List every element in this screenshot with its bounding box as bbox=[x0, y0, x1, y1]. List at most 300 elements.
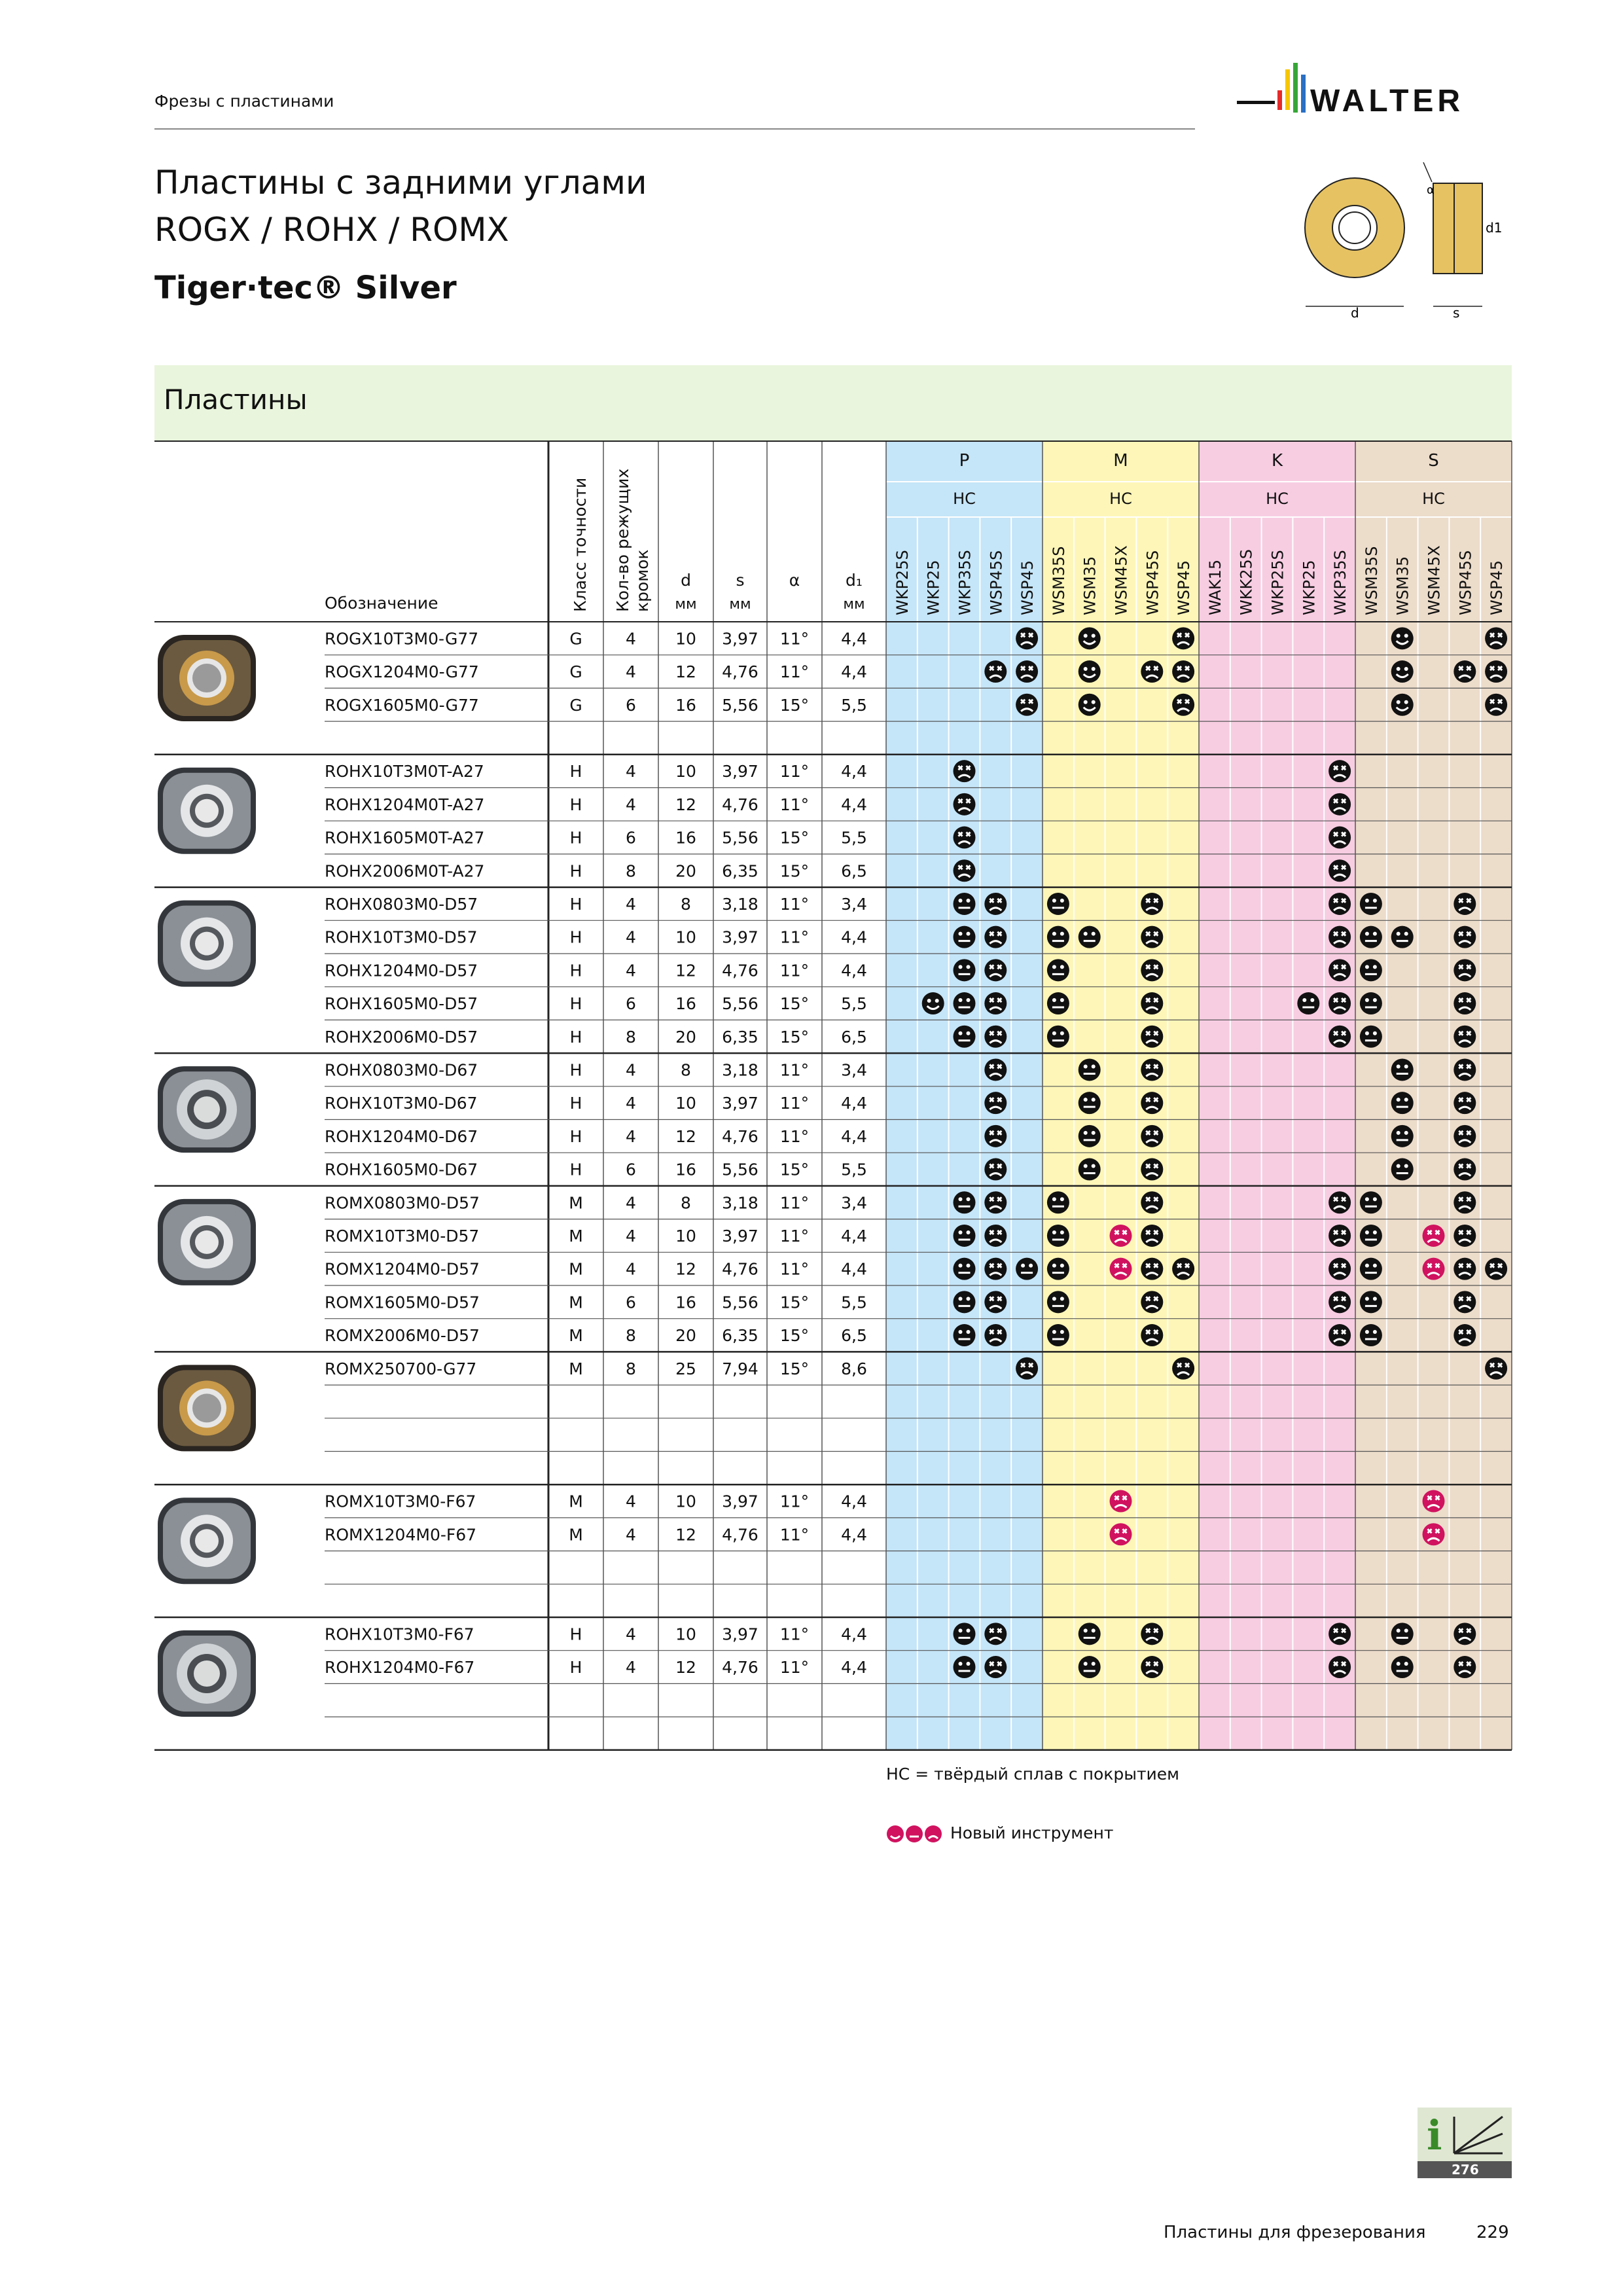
grade-good-icon bbox=[954, 992, 976, 1014]
grade-header: WSP45 bbox=[1018, 560, 1037, 615]
grade-limited-icon bbox=[1329, 1258, 1351, 1280]
param-cell: H bbox=[569, 994, 582, 1014]
info-page-ref: 276 bbox=[1452, 2162, 1479, 2178]
param-cell: 11° bbox=[779, 1060, 810, 1080]
grade-limited-icon bbox=[1329, 1623, 1351, 1645]
param-cell: 11° bbox=[779, 1193, 810, 1213]
param-cell: 4 bbox=[626, 927, 636, 947]
param-cell: 11° bbox=[779, 1492, 810, 1511]
grade-new-icon bbox=[1423, 1258, 1445, 1280]
grade-limited-icon bbox=[1329, 926, 1351, 948]
grade-limited-icon bbox=[1454, 1058, 1476, 1081]
grade-limited-icon bbox=[1454, 926, 1476, 948]
grade-limited-icon bbox=[984, 1125, 1007, 1147]
grade-limited-icon bbox=[1454, 660, 1476, 683]
param-cell: 3,97 bbox=[722, 1492, 758, 1511]
param-cell: 4,4 bbox=[841, 1226, 867, 1246]
grade-limited-icon bbox=[1329, 959, 1351, 981]
grade-limited-icon bbox=[1329, 1324, 1351, 1346]
param-cell: 4,76 bbox=[722, 1259, 758, 1279]
param-cell: 11° bbox=[779, 1094, 810, 1113]
param-cell: H bbox=[569, 1160, 582, 1179]
grade-limited-icon bbox=[1329, 793, 1351, 816]
grade-good-icon bbox=[1079, 1092, 1101, 1114]
designation-cell: ROHX1204M0T-A27 bbox=[325, 795, 485, 814]
param-cell: 4 bbox=[626, 1658, 636, 1677]
param-cell: 10 bbox=[675, 1492, 696, 1511]
designation-cell: ROGX1605M0-G77 bbox=[325, 695, 479, 715]
grade-limited-icon bbox=[984, 1026, 1007, 1048]
designation-header: Обозначение bbox=[325, 594, 438, 613]
param-unit: мм bbox=[675, 596, 697, 613]
grade-header: WSM35 bbox=[1393, 556, 1412, 615]
param-cell: 8 bbox=[681, 1193, 691, 1213]
grade-limited-icon bbox=[1141, 1058, 1163, 1081]
param-cell: 6,35 bbox=[722, 1027, 758, 1047]
param-cell: 3,18 bbox=[722, 894, 758, 914]
param-cell: H bbox=[569, 795, 582, 814]
grade-limited-icon bbox=[1141, 1324, 1163, 1346]
svg-text:WALTER: WALTER bbox=[1310, 84, 1465, 118]
param-cell: M bbox=[569, 1193, 583, 1213]
grade-limited-icon bbox=[1141, 1291, 1163, 1313]
grade-good-icon bbox=[1391, 1125, 1414, 1147]
grade-good-icon bbox=[954, 1656, 976, 1678]
grade-new-icon bbox=[1110, 1523, 1132, 1545]
designation-cell: ROHX1605M0T-A27 bbox=[325, 828, 485, 848]
grade-good-icon bbox=[1047, 959, 1069, 981]
grade-limited-icon bbox=[1329, 992, 1351, 1014]
grade-good-icon bbox=[1360, 1191, 1382, 1213]
material-group-sub: HC bbox=[953, 490, 976, 508]
grade-header: WKK25S bbox=[1237, 549, 1256, 615]
grade-limited-icon bbox=[1454, 992, 1476, 1014]
param-cell: M bbox=[569, 1226, 583, 1246]
schem-d1: d1 bbox=[1486, 220, 1503, 236]
param-cell: 11° bbox=[779, 795, 810, 814]
param-cell: 4,4 bbox=[841, 1658, 867, 1677]
grade-limited-icon bbox=[1454, 1656, 1476, 1678]
param-cell: M bbox=[569, 1293, 583, 1312]
grade-good-icon bbox=[1047, 992, 1069, 1014]
title-line2: ROGX / ROHX / ROMX bbox=[154, 211, 509, 249]
param-cell: M bbox=[569, 1326, 583, 1346]
param-cell: 11° bbox=[779, 1259, 810, 1279]
grade-limited-icon bbox=[1454, 1623, 1476, 1645]
param-cell: 11° bbox=[779, 1624, 810, 1644]
param-cell: 4,4 bbox=[841, 1094, 867, 1113]
grade-limited-icon bbox=[984, 1225, 1007, 1247]
grade-limited-icon bbox=[984, 660, 1007, 683]
grade-header: WSM35 bbox=[1080, 556, 1099, 615]
grade-limited-icon bbox=[1454, 1258, 1476, 1280]
param-cell: 3,18 bbox=[722, 1193, 758, 1213]
grade-limited-icon bbox=[984, 926, 1007, 948]
designation-cell: ROHX10T3M0-D67 bbox=[325, 1094, 478, 1113]
designation-cell: ROHX1204M0-F67 bbox=[325, 1658, 475, 1677]
grade-good-icon bbox=[954, 926, 976, 948]
grade-limited-icon bbox=[1141, 1026, 1163, 1048]
designation-cell: ROHX0803M0-D57 bbox=[325, 894, 478, 914]
grade-good-icon bbox=[954, 1258, 976, 1280]
param-cell: 3,97 bbox=[722, 762, 758, 781]
param-cell: 5,56 bbox=[722, 994, 758, 1014]
grade-header: WSM35S bbox=[1049, 546, 1068, 615]
param-cell: G bbox=[569, 629, 582, 649]
grade-limited-icon bbox=[1485, 694, 1507, 716]
param-cell: H bbox=[569, 762, 582, 781]
tolerance-header: Класс точности bbox=[571, 477, 590, 612]
grade-new-icon bbox=[1110, 1225, 1132, 1247]
grade-limited-icon bbox=[1485, 1357, 1507, 1380]
grade-limited-icon bbox=[1454, 1125, 1476, 1147]
grade-header: WSP45 bbox=[1488, 560, 1507, 615]
grade-main-icon bbox=[1391, 660, 1414, 683]
designation-cell: ROHX0803M0-D67 bbox=[325, 1060, 478, 1080]
grade-new-icon bbox=[1423, 1225, 1445, 1247]
designation-cell: ROHX10T3M0-D57 bbox=[325, 927, 478, 947]
new-tool-label: Новый инструмент bbox=[950, 1823, 1114, 1842]
grade-limited-icon bbox=[1329, 893, 1351, 915]
grade-good-icon bbox=[1047, 1324, 1069, 1346]
param-cell: M bbox=[569, 1492, 583, 1511]
designation-cell: ROHX2006M0-D57 bbox=[325, 1027, 478, 1047]
param-cell: 3,97 bbox=[722, 1624, 758, 1644]
param-cell: 5,56 bbox=[722, 695, 758, 715]
grade-good-icon bbox=[1360, 1291, 1382, 1313]
param-header: α bbox=[789, 571, 800, 590]
param-cell: 3,4 bbox=[841, 1060, 867, 1080]
param-cell: 15° bbox=[779, 1027, 810, 1047]
param-cell: 4,4 bbox=[841, 1624, 867, 1644]
param-cell: 11° bbox=[779, 1525, 810, 1545]
param-cell: 10 bbox=[675, 762, 696, 781]
material-group-sub: HC bbox=[1422, 490, 1445, 508]
param-cell: H bbox=[569, 1027, 582, 1047]
param-cell: 4 bbox=[626, 1193, 636, 1213]
grade-good-icon bbox=[1360, 893, 1382, 915]
grade-limited-icon bbox=[1329, 859, 1351, 882]
param-cell: H bbox=[569, 1126, 582, 1146]
param-cell: 16 bbox=[675, 1160, 696, 1179]
param-cell: 6 bbox=[626, 994, 636, 1014]
grade-good-icon bbox=[1360, 926, 1382, 948]
footer-text: Пластины для фрезерования bbox=[1164, 2223, 1426, 2242]
grade-limited-icon bbox=[1141, 660, 1163, 683]
param-cell: 12 bbox=[675, 1126, 696, 1146]
grade-limited-icon bbox=[1329, 827, 1351, 849]
grade-header: WKP25 bbox=[1300, 560, 1319, 615]
grade-limited-icon bbox=[984, 1291, 1007, 1313]
grade-limited-icon bbox=[984, 1191, 1007, 1213]
grade-limited-icon bbox=[1141, 992, 1163, 1014]
grade-good-icon bbox=[954, 1623, 976, 1645]
param-cell: 3,97 bbox=[722, 1226, 758, 1246]
material-group-label: M bbox=[1113, 451, 1128, 471]
param-header: d₁ bbox=[846, 571, 863, 590]
grade-limited-icon bbox=[1141, 1258, 1163, 1280]
grade-limited-icon bbox=[1016, 1357, 1038, 1380]
grade-limited-icon bbox=[984, 1158, 1007, 1181]
grade-header: WKP35S bbox=[955, 550, 974, 615]
grade-limited-icon bbox=[1329, 1191, 1351, 1213]
param-cell: 11° bbox=[779, 1658, 810, 1677]
material-column-K bbox=[1199, 441, 1355, 1750]
param-cell: H bbox=[569, 927, 582, 947]
designation-cell: ROHX1605M0-D67 bbox=[325, 1160, 478, 1179]
svg-text:i: i bbox=[1427, 2111, 1442, 2159]
param-cell: 8 bbox=[681, 1060, 691, 1080]
param-cell: 6 bbox=[626, 1160, 636, 1179]
grade-good-icon bbox=[954, 1026, 976, 1048]
param-cell: 6,35 bbox=[722, 861, 758, 881]
param-cell: 6,5 bbox=[841, 1326, 867, 1346]
param-cell: H bbox=[569, 861, 582, 881]
grade-good-icon bbox=[1047, 1225, 1069, 1247]
param-cell: 11° bbox=[779, 1126, 810, 1146]
grade-limited-icon bbox=[1141, 959, 1163, 981]
grade-main-icon bbox=[1079, 660, 1101, 683]
param-cell: 6 bbox=[626, 828, 636, 848]
param-cell: 4 bbox=[626, 961, 636, 980]
schem-d: d bbox=[1351, 305, 1359, 321]
param-cell: 5,56 bbox=[722, 828, 758, 848]
grade-good-icon bbox=[1360, 1225, 1382, 1247]
grade-limited-icon bbox=[1172, 1357, 1194, 1380]
insert-photo bbox=[158, 768, 256, 854]
param-cell: M bbox=[569, 1525, 583, 1545]
grade-limited-icon bbox=[1329, 1291, 1351, 1313]
param-cell: 6 bbox=[626, 695, 636, 715]
grade-limited-icon bbox=[1329, 1026, 1351, 1048]
material-group-label: S bbox=[1428, 451, 1439, 471]
grade-good-icon bbox=[1047, 1291, 1069, 1313]
grade-good-icon bbox=[1047, 1026, 1069, 1048]
material-group-label: K bbox=[1271, 451, 1283, 471]
param-cell: 15° bbox=[779, 861, 810, 881]
param-cell: M bbox=[569, 1359, 583, 1378]
param-cell: 15° bbox=[779, 1326, 810, 1346]
param-cell: 4 bbox=[626, 1226, 636, 1246]
param-cell: 12 bbox=[675, 1525, 696, 1545]
grade-good-icon bbox=[1079, 926, 1101, 948]
param-cell: 3,18 bbox=[722, 1060, 758, 1080]
material-group-sub: HC bbox=[1266, 490, 1289, 508]
param-cell: 4,4 bbox=[841, 662, 867, 682]
grade-good-icon bbox=[954, 1291, 976, 1313]
grade-main-icon bbox=[1391, 694, 1414, 716]
param-cell: 12 bbox=[675, 662, 696, 682]
param-cell: 4 bbox=[626, 1060, 636, 1080]
grade-limited-icon bbox=[1454, 1191, 1476, 1213]
grade-good-icon bbox=[1391, 1092, 1414, 1114]
grade-limited-icon bbox=[1141, 1191, 1163, 1213]
param-cell: H bbox=[569, 1060, 582, 1080]
param-cell: 4,4 bbox=[841, 629, 867, 649]
grade-limited-icon bbox=[984, 959, 1007, 981]
param-cell: 5,5 bbox=[841, 828, 867, 848]
grade-new-icon bbox=[1423, 1523, 1445, 1545]
grade-new-icon bbox=[1423, 1490, 1445, 1513]
insert-photo bbox=[158, 1066, 256, 1153]
grade-limited-icon bbox=[954, 859, 976, 882]
grade-good-icon bbox=[1047, 893, 1069, 915]
grade-limited-icon bbox=[984, 1092, 1007, 1114]
designation-cell: ROGX1204M0-G77 bbox=[325, 662, 479, 682]
grade-new-icon bbox=[1110, 1258, 1132, 1280]
param-cell: 5,5 bbox=[841, 1160, 867, 1179]
grade-good-icon bbox=[954, 959, 976, 981]
param-cell: 11° bbox=[779, 1226, 810, 1246]
grade-main-icon bbox=[1079, 627, 1101, 649]
grade-header: WSM35S bbox=[1362, 546, 1381, 615]
designation-cell: ROHX10T3M0-F67 bbox=[325, 1624, 474, 1644]
param-cell: 3,97 bbox=[722, 629, 758, 649]
designation-cell: ROMX10T3M0-D57 bbox=[325, 1226, 480, 1246]
info-icon[interactable] bbox=[1418, 2108, 1512, 2178]
param-cell: 5,56 bbox=[722, 1293, 758, 1312]
grade-limited-icon bbox=[1485, 627, 1507, 649]
param-cell: 4,4 bbox=[841, 762, 867, 781]
insert-photo bbox=[158, 1498, 256, 1584]
grade-limited-icon bbox=[1172, 660, 1194, 683]
grade-good-icon bbox=[1016, 1258, 1038, 1280]
param-cell: 4,4 bbox=[841, 795, 867, 814]
designation-cell: ROMX1204M0-F67 bbox=[325, 1525, 477, 1545]
param-cell: 10 bbox=[675, 927, 696, 947]
param-cell: 8 bbox=[626, 1359, 636, 1378]
param-cell: 6,35 bbox=[722, 1326, 758, 1346]
designation-cell: ROHX2006M0T-A27 bbox=[325, 861, 485, 881]
param-cell: 10 bbox=[675, 1624, 696, 1644]
grade-good-icon bbox=[1079, 1656, 1101, 1678]
param-cell: 15° bbox=[779, 828, 810, 848]
grade-good-icon bbox=[1360, 1324, 1382, 1346]
param-cell: 4,76 bbox=[722, 662, 758, 682]
param-cell: M bbox=[569, 1259, 583, 1279]
param-cell: 11° bbox=[779, 762, 810, 781]
grade-header: WKP25S bbox=[1268, 550, 1287, 615]
param-cell: H bbox=[569, 1658, 582, 1677]
param-cell: 20 bbox=[675, 1326, 696, 1346]
param-cell: 7,94 bbox=[722, 1359, 758, 1378]
param-cell: H bbox=[569, 894, 582, 914]
param-cell: 3,4 bbox=[841, 1193, 867, 1213]
param-cell: 4,76 bbox=[722, 961, 758, 980]
param-cell: 8 bbox=[626, 1326, 636, 1346]
param-cell: 12 bbox=[675, 1259, 696, 1279]
insert-photo bbox=[158, 635, 256, 721]
grade-main-icon bbox=[922, 992, 944, 1014]
designation-cell: ROHX1204M0-D67 bbox=[325, 1126, 478, 1146]
grade-limited-icon bbox=[1016, 694, 1038, 716]
grade-good-icon bbox=[1297, 992, 1319, 1014]
insert-photo bbox=[158, 1630, 256, 1717]
param-cell: 4,4 bbox=[841, 927, 867, 947]
param-cell: G bbox=[569, 695, 582, 715]
grade-good-icon bbox=[954, 1191, 976, 1213]
param-cell: 16 bbox=[675, 994, 696, 1014]
grade-good-icon bbox=[1360, 992, 1382, 1014]
grade-limited-icon bbox=[1329, 1225, 1351, 1247]
grade-limited-icon bbox=[1141, 893, 1163, 915]
param-cell: 4,4 bbox=[841, 1126, 867, 1146]
grade-limited-icon bbox=[1485, 1258, 1507, 1280]
grade-good-icon bbox=[1391, 1158, 1414, 1181]
param-cell: 3,97 bbox=[722, 927, 758, 947]
param-cell: 12 bbox=[675, 961, 696, 980]
grade-main-icon bbox=[1391, 627, 1414, 649]
param-cell: 4,76 bbox=[722, 795, 758, 814]
grade-limited-icon bbox=[1016, 660, 1038, 683]
param-cell: H bbox=[569, 1094, 582, 1113]
grade-header: WKP35S bbox=[1331, 550, 1350, 615]
param-unit: мм bbox=[729, 596, 751, 613]
param-cell: 11° bbox=[779, 927, 810, 947]
grade-limited-icon bbox=[1454, 1092, 1476, 1114]
grade-good-icon bbox=[1360, 959, 1382, 981]
param-cell: 15° bbox=[779, 695, 810, 715]
edges-header: кромок bbox=[633, 549, 652, 612]
grade-limited-icon bbox=[1141, 1125, 1163, 1147]
grade-limited-icon bbox=[984, 1623, 1007, 1645]
param-cell: 4 bbox=[626, 762, 636, 781]
grade-header: WSP45S bbox=[1143, 550, 1162, 615]
param-cell: 6,5 bbox=[841, 861, 867, 881]
param-cell: 6 bbox=[626, 1293, 636, 1312]
param-cell: H bbox=[569, 828, 582, 848]
edges-header: Кол-во режущих bbox=[613, 468, 632, 612]
designation-cell: ROGX10T3M0-G77 bbox=[325, 629, 479, 649]
grade-header: WKP25S bbox=[893, 550, 912, 615]
designation-cell: ROMX10T3M0-F67 bbox=[325, 1492, 476, 1511]
grade-limited-icon bbox=[1454, 1324, 1476, 1346]
grade-limited-icon bbox=[984, 1656, 1007, 1678]
grade-good-icon bbox=[1360, 1026, 1382, 1048]
param-cell: 4 bbox=[626, 1094, 636, 1113]
grade-limited-icon bbox=[1141, 1623, 1163, 1645]
grade-limited-icon bbox=[984, 1258, 1007, 1280]
schem-alpha: α bbox=[1427, 183, 1435, 197]
grade-header: WKP25 bbox=[924, 560, 943, 615]
param-cell: 4 bbox=[626, 629, 636, 649]
grade-limited-icon bbox=[1172, 627, 1194, 649]
param-cell: 3,4 bbox=[841, 894, 867, 914]
param-cell: 4,4 bbox=[841, 961, 867, 980]
param-cell: 16 bbox=[675, 1293, 696, 1312]
param-cell: 12 bbox=[675, 1658, 696, 1677]
material-group-label: P bbox=[959, 451, 970, 471]
param-cell: 8,6 bbox=[841, 1359, 867, 1378]
designation-cell: ROMX1605M0-D57 bbox=[325, 1293, 480, 1312]
param-cell: 5,56 bbox=[722, 1160, 758, 1179]
grade-good-icon bbox=[1047, 1258, 1069, 1280]
param-cell: 4,76 bbox=[722, 1658, 758, 1677]
param-cell: 20 bbox=[675, 861, 696, 881]
grade-header: WSP45 bbox=[1175, 560, 1194, 615]
new-tool-icons bbox=[886, 1824, 942, 1844]
param-cell: 15° bbox=[779, 1293, 810, 1312]
designation-cell: ROMX0803M0-D57 bbox=[325, 1193, 480, 1213]
grade-limited-icon bbox=[984, 1324, 1007, 1346]
grade-good-icon bbox=[1360, 1258, 1382, 1280]
param-cell: 5,5 bbox=[841, 1293, 867, 1312]
param-cell: 4 bbox=[626, 795, 636, 814]
param-cell: 8 bbox=[681, 894, 691, 914]
param-cell: 10 bbox=[675, 1094, 696, 1113]
grade-limited-icon bbox=[1141, 926, 1163, 948]
grade-header: WSP45S bbox=[1456, 550, 1475, 615]
